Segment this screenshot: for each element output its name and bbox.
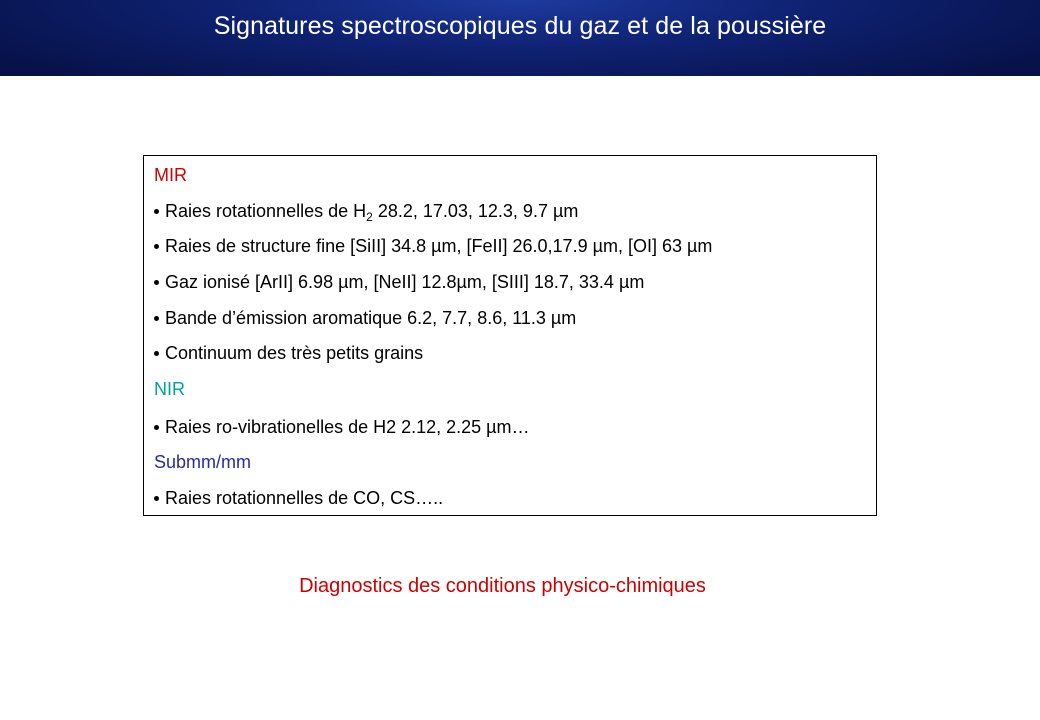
mir-item-ionized-gas — [154, 271, 644, 293]
mir-heading: MIR — [154, 165, 187, 185]
mir-item-h2-post: 28.2, 17.03, 12.3, 9.7 µm — [372, 201, 579, 221]
mir-item-aromatic-bands-text: Bande d’émission aromatique 6.2, 7.7, 8.6, 11.3 µm — [165, 308, 577, 328]
bullet-icon — [154, 425, 159, 430]
mir-item-vsg-continuum — [154, 342, 423, 364]
submm-item-co-cs-text: Raies rotationnelles de CO, CS….. — [165, 488, 444, 508]
mir-item-fine-structure-text: Raies de structure fine [SiII] 34.8 µm, [FeII] 26.0,17.9 µm, [OI] 63 µm — [165, 236, 713, 256]
submm-heading: Submm/mm — [154, 452, 252, 472]
bullet-icon — [154, 209, 159, 214]
mir-item-vsg-continuum-text: Continuum des très petits grains — [165, 343, 424, 363]
bullet-icon — [154, 316, 159, 321]
nir-item-rovibrational-text: Raies ro-vibrationelles de H2 2.12, 2.25 µm… — [165, 417, 530, 437]
bullet-icon — [154, 280, 159, 285]
spectral-signatures-box — [143, 155, 877, 516]
mir-item-h2-rotational — [154, 200, 578, 228]
mir-item-h2-pre: Raies rotationnelles de H — [165, 201, 367, 221]
bullet-icon — [154, 244, 159, 249]
bullet-icon — [154, 496, 159, 501]
mir-item-ionized-gas-text: Gaz ionisé [ArII] 6.98 µm, [NeII] 12.8µm, [SIII] 18.7, 33.4 µm — [165, 272, 645, 292]
submm-item-co-cs — [154, 487, 443, 509]
mir-item-fine-structure — [154, 235, 712, 257]
conclusion-text: Diagnostics des conditions physico-chimiques — [299, 575, 706, 597]
slide-title: Signatures spectroscopiques du gaz et de la poussière — [213, 12, 827, 40]
title-banner — [0, 0, 1040, 76]
nir-item-rovibrational — [154, 416, 530, 438]
mir-item-aromatic-bands — [154, 307, 576, 329]
bullet-icon — [154, 351, 159, 356]
nir-heading: NIR — [154, 379, 185, 399]
mir-item-h2-subscript: 2 — [366, 210, 373, 224]
